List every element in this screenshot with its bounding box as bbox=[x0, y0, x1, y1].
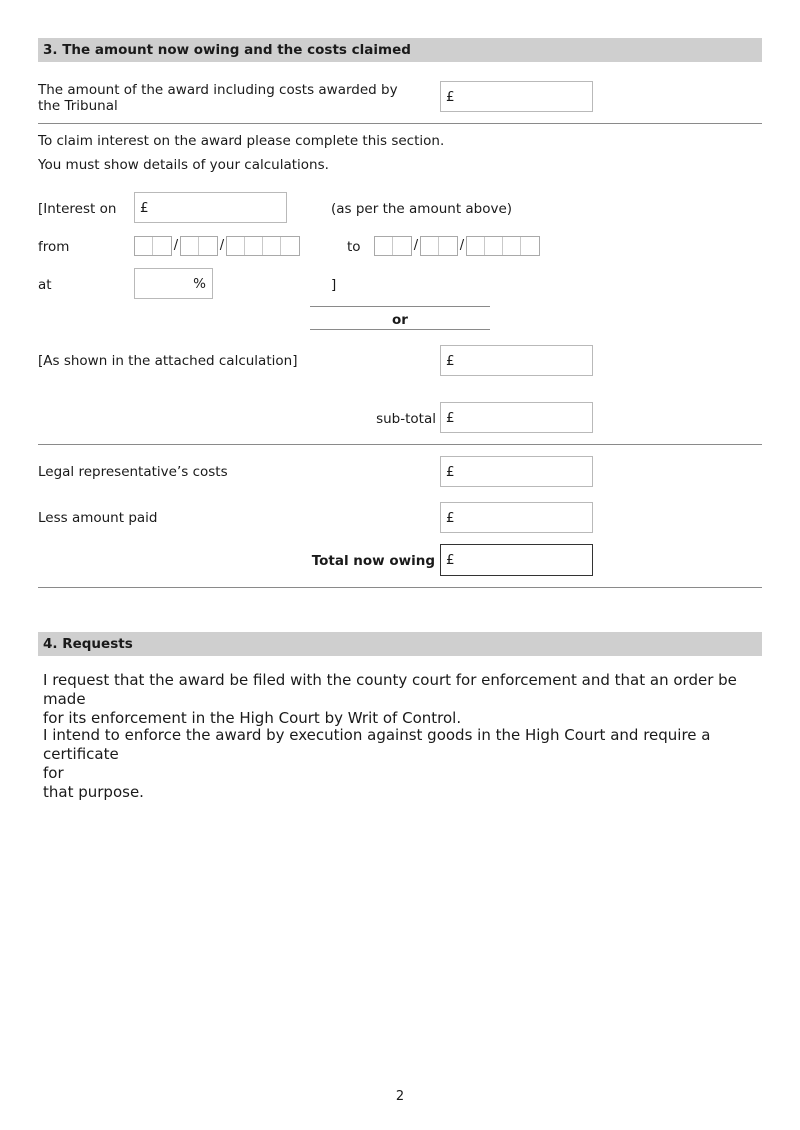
percent-sign: % bbox=[193, 276, 206, 292]
from-month-input[interactable] bbox=[180, 236, 218, 256]
divider bbox=[38, 587, 762, 588]
request-1 bbox=[43, 671, 763, 728]
from-year-input[interactable] bbox=[226, 236, 300, 256]
or-label: or bbox=[392, 312, 408, 328]
date-separator: / bbox=[413, 238, 419, 253]
date-separator: / bbox=[459, 238, 465, 253]
from-label: from bbox=[38, 239, 70, 255]
to-month-input[interactable] bbox=[420, 236, 458, 256]
less-paid-label: Less amount paid bbox=[38, 510, 158, 526]
total-label: Total now owing bbox=[311, 553, 435, 569]
attached-calc-field[interactable] bbox=[440, 345, 593, 376]
divider bbox=[38, 444, 762, 445]
attached-calc-label: [As shown in the attached calculation] bbox=[38, 353, 298, 369]
currency-symbol: £ bbox=[446, 552, 455, 568]
total-owing-field[interactable] bbox=[440, 544, 593, 576]
interest-note: You must show details of your calculations. bbox=[38, 157, 329, 173]
request-1-line1: I request that the award be filed with the county court for enforcement and that an order be made bbox=[43, 671, 737, 708]
award-amount-field[interactable] bbox=[440, 81, 593, 112]
at-label: at bbox=[38, 277, 52, 293]
section-4-heading: 4. Requests bbox=[38, 632, 762, 656]
from-date-field[interactable] bbox=[134, 236, 300, 256]
legal-costs-label: Legal representative’s costs bbox=[38, 464, 228, 480]
section-3-heading: 3. The amount now owing and the costs claimed bbox=[38, 38, 762, 62]
or-divider-top bbox=[310, 306, 490, 307]
request-2-line2: for bbox=[43, 764, 64, 782]
currency-symbol: £ bbox=[446, 510, 455, 526]
request-1-line2: for its enforcement in the High Court by Writ of Control. bbox=[43, 709, 462, 727]
from-day-input[interactable] bbox=[134, 236, 172, 256]
interest-on-field[interactable] bbox=[134, 192, 287, 223]
to-label: to bbox=[347, 239, 361, 255]
less-paid-field[interactable] bbox=[440, 502, 593, 533]
to-year-input[interactable] bbox=[466, 236, 540, 256]
interest-on-note: (as per the amount above) bbox=[331, 201, 513, 217]
or-divider-bottom bbox=[310, 329, 490, 330]
divider bbox=[38, 123, 762, 124]
award-label-line2: the Tribunal bbox=[38, 98, 118, 114]
interest-on-label: [Interest on bbox=[38, 201, 117, 217]
date-separator: / bbox=[219, 238, 225, 253]
to-day-input[interactable] bbox=[374, 236, 412, 256]
close-bracket: ] bbox=[331, 277, 337, 293]
page-number: 2 bbox=[395, 1089, 405, 1104]
legal-costs-field[interactable] bbox=[440, 456, 593, 487]
currency-symbol: £ bbox=[140, 200, 149, 216]
to-date-field[interactable] bbox=[374, 236, 540, 256]
date-separator: / bbox=[173, 238, 179, 253]
currency-symbol: £ bbox=[446, 89, 455, 105]
interest-rate-field[interactable] bbox=[134, 268, 213, 299]
request-2-line1: I intend to enforce the award by execution against goods in the High Court and require a certificate bbox=[43, 726, 711, 763]
currency-symbol: £ bbox=[446, 410, 455, 426]
request-2 bbox=[43, 726, 763, 802]
currency-symbol: £ bbox=[446, 353, 455, 369]
subtotal-field[interactable] bbox=[440, 402, 593, 433]
request-2-line3: that purpose. bbox=[43, 783, 144, 801]
interest-intro: To claim interest on the award please complete this section. bbox=[38, 133, 445, 149]
currency-symbol: £ bbox=[446, 464, 455, 480]
subtotal-label: sub-total bbox=[376, 411, 436, 427]
award-label-line1: The amount of the award including costs awarded by bbox=[38, 82, 398, 98]
